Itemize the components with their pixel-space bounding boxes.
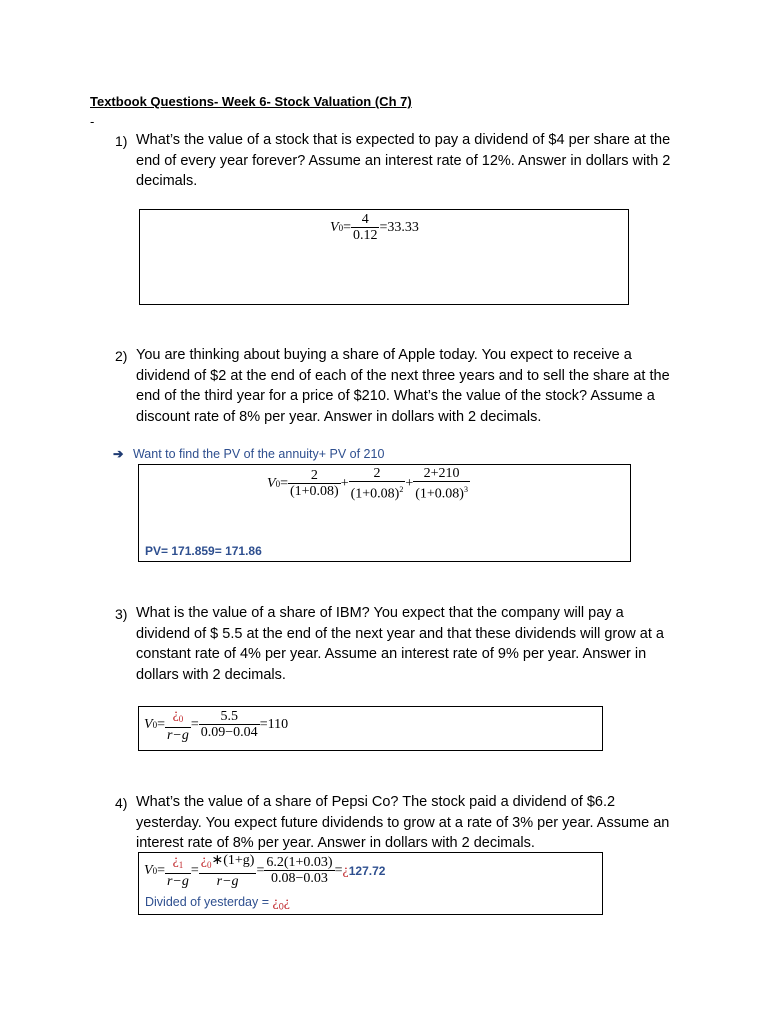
note-mark-2: ¿ (283, 895, 290, 910)
denominator: $(1+0.08)^2$ (349, 481, 406, 503)
formula-2: V 0 = $\frac{2}{(1+0.08)}$ + $\frac{2}{(1+0.08)^2}$ + $\frac{2+210}{(1+0.08)^3}$ (267, 466, 468, 502)
numerator: 4 (361, 212, 369, 227)
fraction-term-1 (288, 468, 341, 500)
question-4-number: 4) (115, 795, 128, 811)
sub-0: 0 (338, 223, 344, 233)
question-1-number: 1) (115, 133, 128, 149)
answer-box-4 (138, 852, 603, 915)
var-v: V (144, 717, 153, 733)
formula-4: V 0 = $\frac{¿_1}{r-g}$ = $\frac{¿_0∗(1+g)}{r-g}$ = $\frac{6.2(1+0.03)}{0.08-0.03}$ = ¿ 127.72 (144, 853, 386, 889)
denominator: r−g (199, 873, 257, 890)
page-title: Textbook Questions- Week 6- Stock Valuation (Ch 7) (90, 94, 412, 109)
numerator: 2+210 (423, 466, 460, 481)
denominator: 0.09−0.04 (200, 725, 258, 741)
result: 127.72 (348, 864, 386, 879)
question-3-number: 3) (115, 606, 128, 622)
answer-box-3 (138, 706, 603, 751)
result: =110 (259, 717, 289, 733)
fraction-term-2 (349, 466, 406, 503)
question-1-text: What’s the value of a stock that is expected to pay a dividend of $4 per share at the end of every year forever? Assume an interest rate of 12%. Answer in dollars with 2 decimals. (136, 132, 671, 189)
dash-marker: - (90, 114, 95, 129)
sub-0: 0 (152, 866, 158, 877)
pv-result: PV= 171.859= 171.86 (145, 544, 262, 558)
question-2-text: You are thinking about buying a share of Apple today. You expect to receive a dividend of $2 at the end of each of the next three years and to sell the share at the end of the third year for a price of $210. What’s the value of the stock? Assume a discount rate of 8% per year. Answer in dollars with 2 decimals. (136, 347, 670, 425)
var-v: V (267, 476, 276, 492)
question-3-text: What is the value of a share of IBM? You expect that the company will pay a dividend of $ 5.5 at the end of the next year and that these dividends will grow at a constant rate of 4% per year. Assume an interest rate of 9% per year. Answer in dollars with 2 decimals. (136, 605, 664, 683)
denominator: 0.08−0.03 (264, 870, 334, 887)
arrow-right-icon: ➔ (113, 447, 124, 461)
result: =33.33 (379, 220, 419, 235)
question-2-note (113, 446, 384, 461)
note-mark: ¿ (272, 895, 279, 910)
denominator: r−g (166, 873, 189, 889)
fraction-term-3 (413, 466, 470, 503)
yesterday-note (145, 895, 290, 912)
answer-box-1 (139, 209, 629, 305)
fraction-values (264, 855, 334, 887)
var-v: V (144, 863, 153, 879)
note-sub: 0 (278, 901, 284, 912)
numerator: 2 (310, 468, 318, 484)
fraction (351, 212, 380, 244)
denominator: $(1+0.08)^3$ (413, 481, 470, 503)
formula-3: V 0 = $\frac{¿_0}{r-g}$ = $\frac{5.5}{0.09-0.04}$ =110 (144, 707, 289, 743)
formula-1: V 0 = $\frac{4}{0.12}$ =33.33 (330, 212, 419, 243)
note-text: Divided of yesterday = (145, 895, 273, 909)
numerator: ¿$_0$ (172, 707, 184, 724)
question-2-number: 2) (115, 348, 128, 364)
fraction-general (165, 707, 191, 744)
sub-0: 0 (275, 479, 281, 490)
fraction-general (165, 853, 191, 890)
answer-box-2 (138, 464, 631, 562)
fraction-growth (199, 853, 257, 890)
equals-sign: = (334, 863, 343, 879)
numerator: 5.5 (220, 709, 238, 725)
denominator: 0.12 (352, 228, 378, 243)
numerator: ¿$_0∗(1+g)$ (200, 853, 255, 870)
question-4-text: What’s the value of a share of Pepsi Co? The stock paid a dividend of $6.2 yesterday. You expect future dividends to grow at a rate of 3% per year. Assume an interest rate of 8% per year. Answer in dollars with 2 decimals. (136, 794, 670, 851)
denominator: r−g (166, 727, 189, 743)
numerator: 2 (373, 466, 381, 481)
denominator: (1+0.08) (289, 484, 339, 500)
inverted-question-mark: ¿ (342, 863, 349, 879)
numerator: ¿$_1$ (172, 853, 184, 870)
note-text: Want to find the PV of the annuity+ PV of 210 (132, 447, 385, 461)
sub-0: 0 (152, 720, 158, 731)
var-v: V (330, 220, 339, 235)
numerator: 6.2(1+0.03) (266, 855, 333, 871)
fraction-values (199, 709, 260, 741)
